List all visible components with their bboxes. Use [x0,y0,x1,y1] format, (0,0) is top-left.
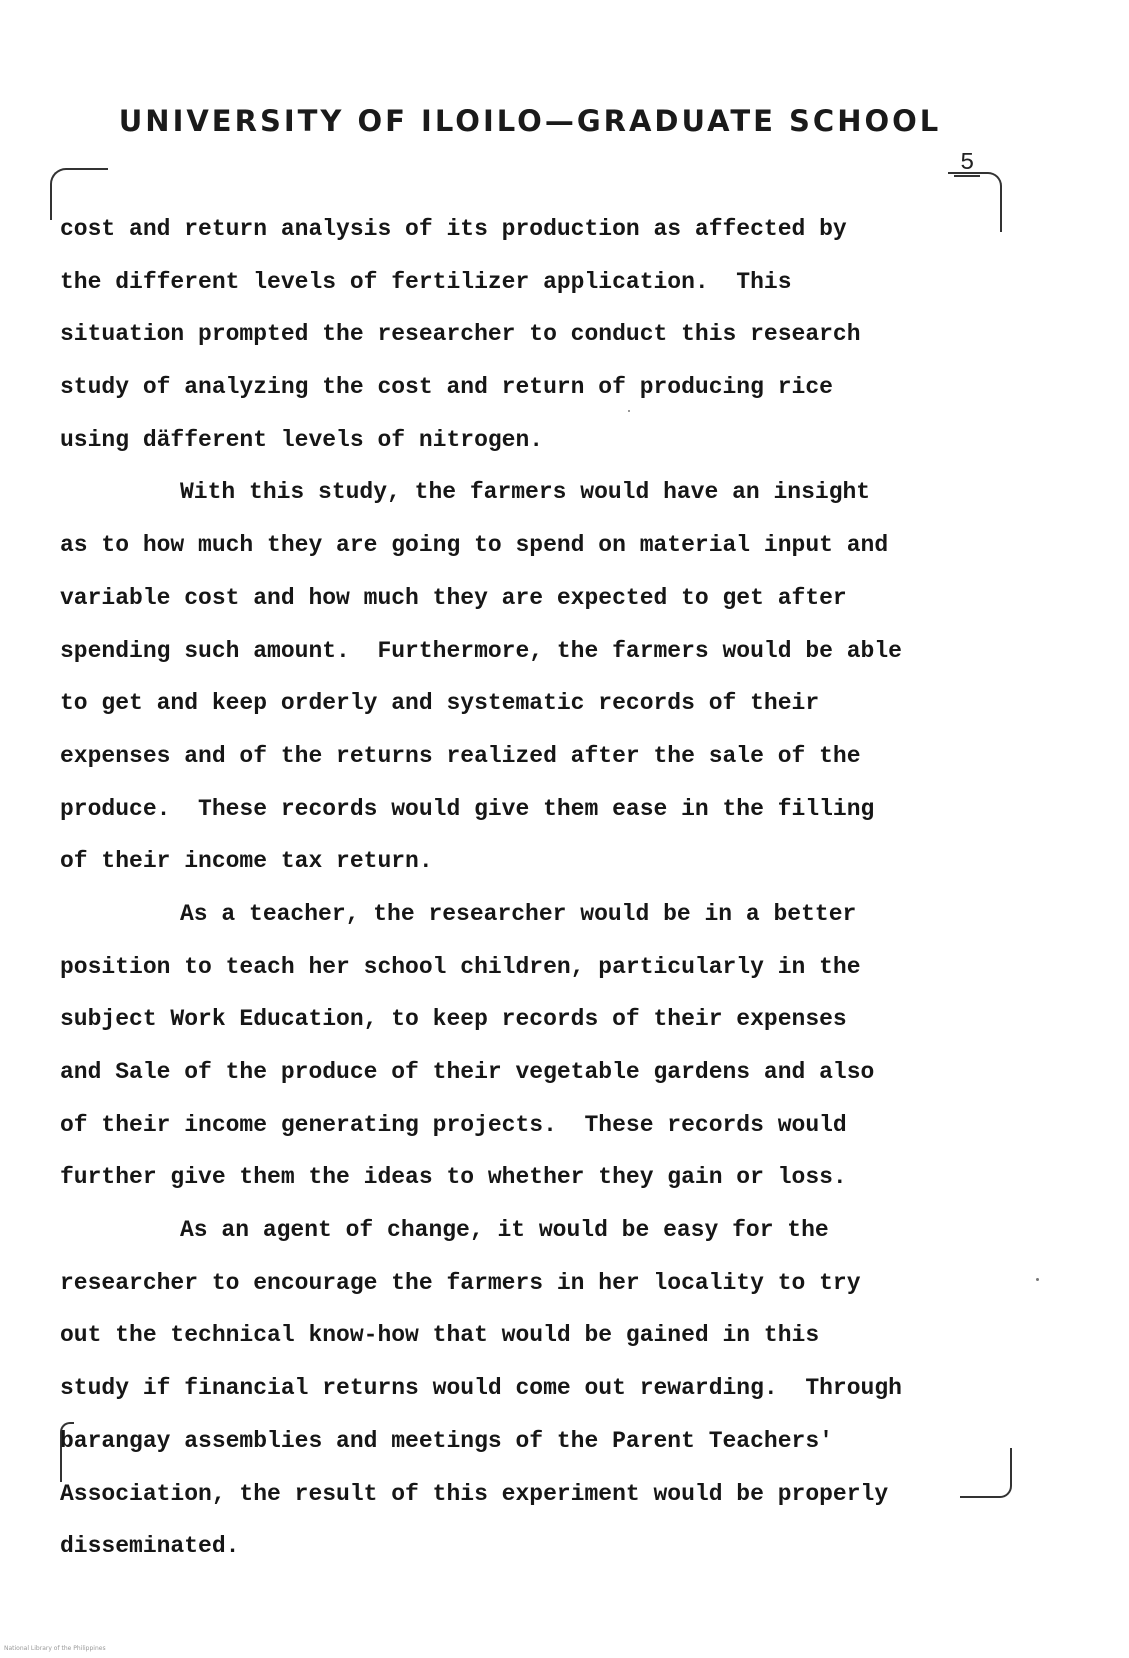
page-header: UNIVERSITY OF ILOILO—GRADUATE SCHOOL [118,104,942,138]
scan-speck [1036,1278,1039,1281]
text-line: of their income tax return. [60,848,433,875]
text-line: out the technical know-how that would be gained in this [60,1322,820,1349]
scan-footer: National Library of the Philippines [4,1645,106,1652]
text-line: disseminated. [60,1533,240,1560]
text-line: of their income generating projects. These records would [60,1111,847,1138]
text-line: situation prompted the researcher to conduct this research [60,321,861,348]
text-line: the different levels of fertilizer application. This [60,268,792,295]
text-line: produce. These records would give them ease in the filling [60,795,875,822]
page-number: 5 [960,150,975,177]
text-line: study of analyzing the cost and return of producing rice [60,374,833,401]
text-line: researcher to encourage the farmers in her locality to try [60,1269,861,1296]
text-line: to get and keep orderly and systematic records of their [60,690,820,717]
text-line: using däfferent levels of nitrogen. [60,426,544,453]
paragraph-start: As an agent of change, it would be easy for the [180,1217,829,1244]
text-line: and Sale of the produce of their vegetable gardens and also [60,1059,875,1085]
text-line: position to teach her school children, particularly in the [60,953,861,980]
text-line: variable cost and how much they are expected to get after [60,584,847,611]
text-line: cost and return analysis of its production as affected by [60,216,847,242]
text-line: Association, the result of this experiment would be properly [60,1480,889,1507]
text-line: further give them the ideas to whether they gain or loss. [60,1164,847,1191]
text-line: expenses and of the returns realized after the sale of the [60,742,861,769]
paragraph-start: With this study, the farmers would have an insight [180,479,871,506]
scan-speck [628,410,630,412]
text-line: spending such amount. Furthermore, the farmers would be able [60,637,902,664]
text-line: subject Work Education, to keep records of their expenses [60,1006,847,1033]
body-text [60,203,1020,1573]
text-line: barangay assemblies and meetings of the Parent Teachers' [60,1427,833,1454]
paragraph-start: As a teacher, the researcher would be in a better [180,900,857,927]
text-line: study if financial returns would come out rewarding. Through [60,1375,902,1402]
text-line: as to how much they are going to spend on material input and [60,532,889,559]
